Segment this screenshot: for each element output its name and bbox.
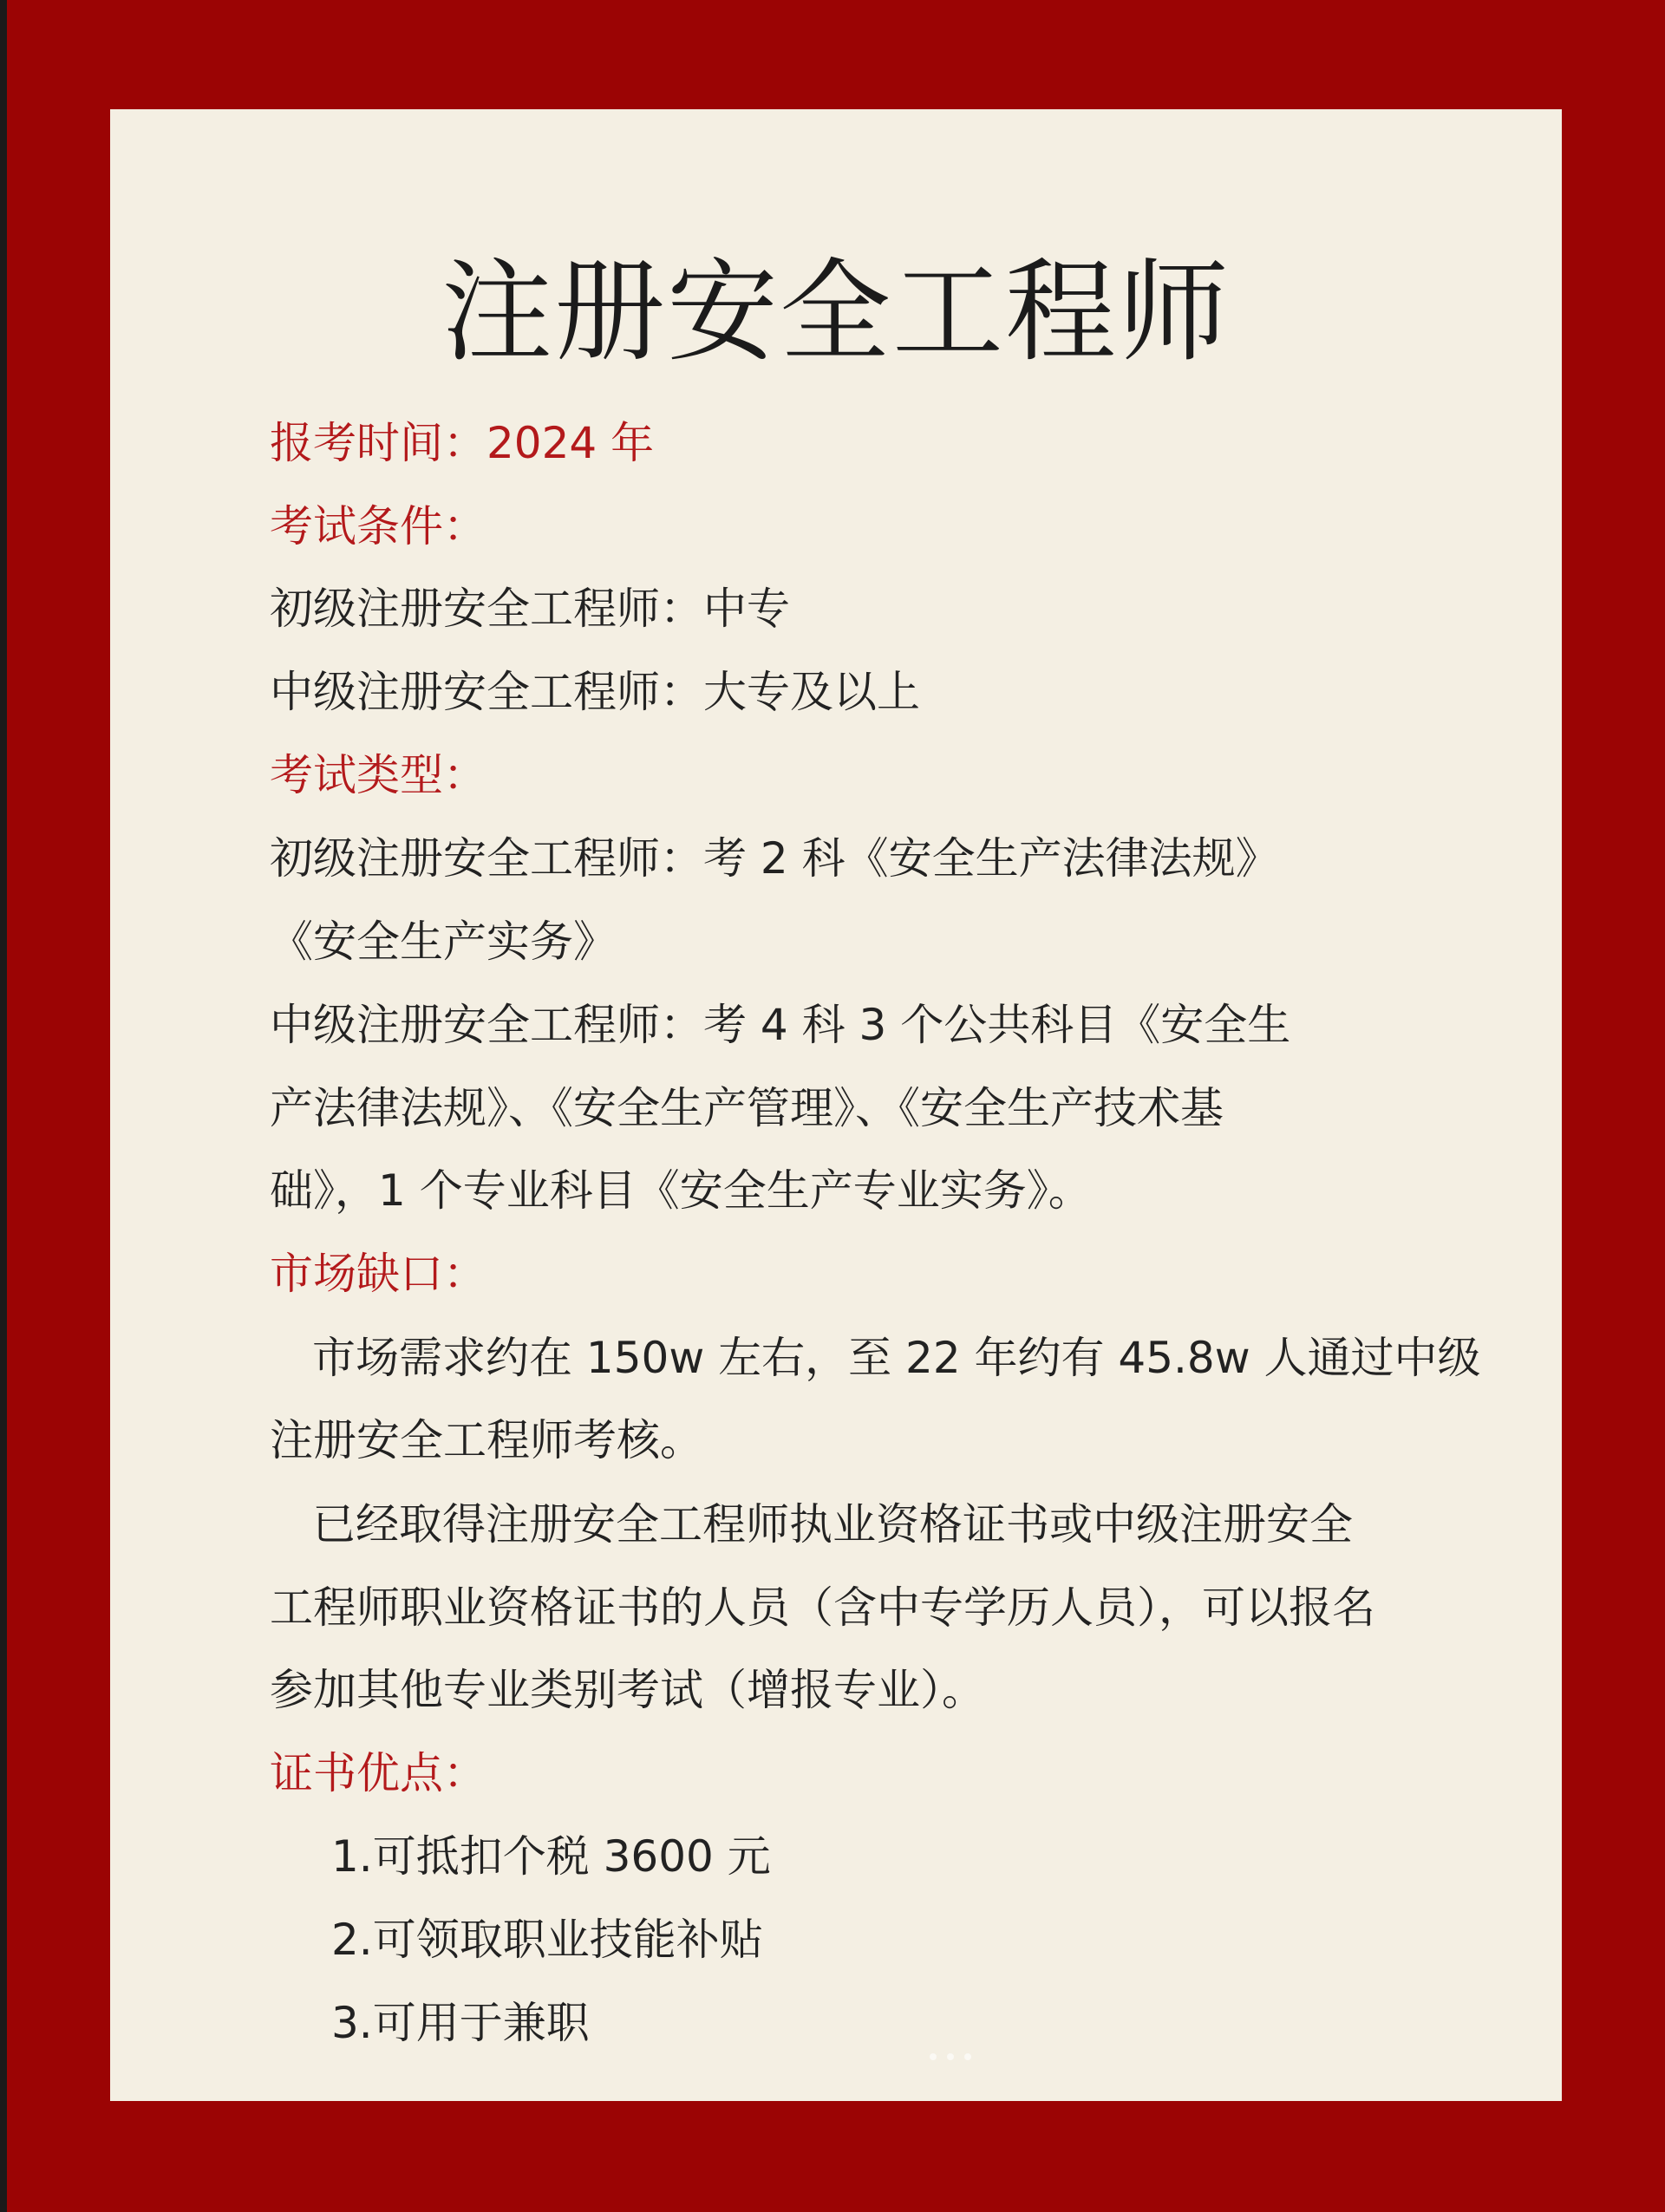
market-gap-line: 已经取得注册安全工程师执业资格证书或中级注册安全 xyxy=(312,1499,1353,1550)
carousel-indicator[interactable] xyxy=(930,2047,982,2056)
left-border-strip xyxy=(0,0,7,2212)
exam-types-line: 础》，1 个专业科目《安全生产专业实务》。 xyxy=(270,1165,1092,1216)
carousel-dot[interactable] xyxy=(930,2053,937,2060)
benefits-heading: 证书优点： xyxy=(270,1748,486,1798)
exam-types-line: 《安全生产实务》 xyxy=(270,917,617,967)
exam-types-line: 产法律法规》、《安全生产管理》、《安全生产技术基 xyxy=(270,1083,1224,1133)
carousel-dot[interactable] xyxy=(964,2053,971,2060)
page-title: 注册安全工程师 xyxy=(441,248,1231,377)
market-gap-line: 参加其他专业类别考试（增报专业）。 xyxy=(270,1665,985,1715)
benefit-item: 2.可领取职业技能补贴 xyxy=(331,1915,763,1965)
market-gap-line: 工程师职业资格证书的人员（含中专学历人员），可以报名 xyxy=(270,1582,1375,1633)
document-page xyxy=(110,109,1562,2101)
registration-time: 报考时间：2024 年 xyxy=(270,418,655,468)
exam-types-line: 初级注册安全工程师：考 2 科《安全生产法律法规》 xyxy=(270,833,1279,884)
benefit-item: 1.可抵扣个税 3600 元 xyxy=(331,1831,771,1882)
exam-conditions-heading: 考试条件： xyxy=(270,501,486,551)
exam-types-heading: 考试类型： xyxy=(270,750,486,800)
benefit-item: 3.可用于兼职 xyxy=(331,1998,590,2048)
market-gap-line: 市场需求约在 150w 左右，至 22 年约有 45.8w 人通过中级 xyxy=(312,1333,1481,1383)
market-gap-line: 注册安全工程师考核。 xyxy=(270,1415,703,1465)
carousel-dot[interactable] xyxy=(947,2053,954,2060)
exam-condition-item: 中级注册安全工程师：大专及以上 xyxy=(270,667,920,717)
exam-types-line: 中级注册安全工程师：考 4 科 3 个公共科目《安全生 xyxy=(270,1000,1291,1050)
market-gap-heading: 市场缺口： xyxy=(270,1249,486,1299)
exam-condition-item: 初级注册安全工程师：中专 xyxy=(270,584,790,634)
